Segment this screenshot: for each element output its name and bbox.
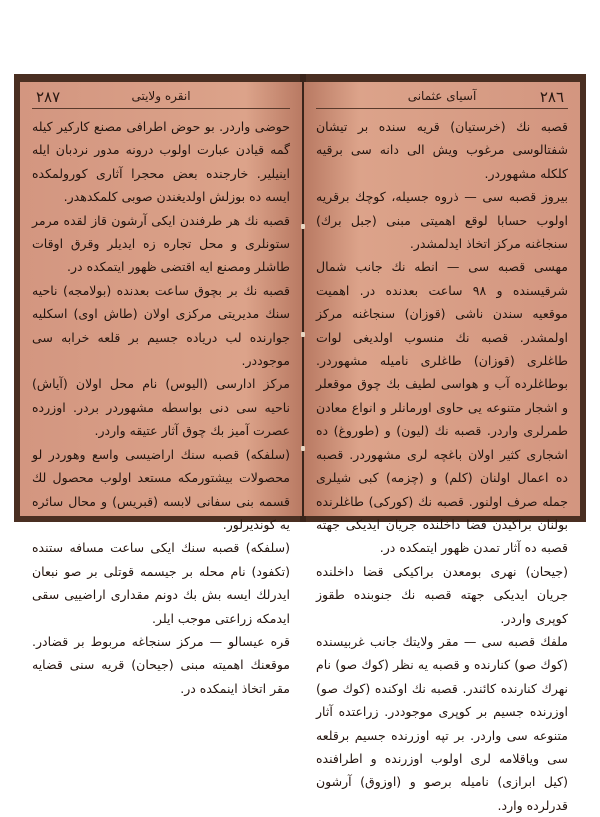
paragraph: (سلفکه) قصبه سنك ایکی ساعت مسافه ستنده (تکفود) نام محله بر جیسمه قوتلی بر صو نبعان ایدرلك ایسه بش بك دونم مقداری اراضییی سقی ایدمکه زراعتی موجب ایلر. — [32, 540, 290, 626]
right-page-header — [316, 86, 568, 109]
left-page-header — [32, 86, 290, 109]
paragraph: بیروز قصبه سی — ذروه جسیله، کوچك برقریه اولوب حسابا لوقع اهمیتی مبنی (جبل برك) سنجاغنه مرکز اتخاذ ایدلمشدر. — [316, 189, 568, 252]
open-book — [14, 74, 586, 813]
right-page-body — [316, 115, 568, 817]
paragraph: قصبه نك بر بچوق ساعت بعدنده (بولامجه) ناحیه سنك مدیریتی مرکزی اولان (طاش اوی) اسکلیه جوارنده لب دریاده جسیم بر قلعه خرابه سی موجوددر. — [32, 282, 290, 369]
paragraph: قصبه نك (خرستیان) قریه سنده بر تیشان شفتالوسی مرغوب ویش الی دانه سی برقیه کلکله مشهوردر. — [316, 119, 568, 181]
paragraph: (جیحان) نهری بومعدن براکیکی قضا داخلنده جریان ایدیکی جهته قصبه نك جنوبنده طقوز کوپری واردر. — [316, 563, 568, 626]
binding-thread — [301, 224, 305, 229]
right-page-number: ۲۸٦ — [539, 88, 564, 106]
paragraph: (سلفکه) قصبه سنك اراضیسی واسع وهوردر لو محصولات بیشتورمکه مستعد اولوب محصول لك قسمه بنی سفانی لابسه (قبریس) و محال سائره یه کوندیرلور. — [32, 446, 290, 532]
binding-thread — [301, 332, 305, 337]
left-page — [20, 82, 302, 696]
binding-thread — [301, 446, 305, 451]
right-page — [304, 82, 580, 813]
paragraph: قصبه نك هر طرفندن ایکی آرشون قاز لقده مرمر ستونلری و محل تجاره زه ایدیلر وقرق اوقات طاشلر ومصنع ایه اقتضی ظهور ایتمکده در. — [32, 212, 290, 275]
left-page-number: ۲۸۷ — [36, 88, 61, 106]
left-running-title: انقره ولایتی — [131, 89, 191, 103]
left-page-body — [32, 115, 290, 700]
paragraph: قره عیسالو — مرکز سنجاغه مربوط بر قضادر. موقعنك اهمیته مبنی (جیحان) قریه سنی قضایه مقر اتخاذ اینمکده در. — [32, 633, 290, 696]
right-running-title: آسیای عثمانی — [407, 89, 477, 103]
paragraph: مرکز ادارسی (الیوس) نام محل اولان (آیاش) ناحیه سی دنی بواسطه مشهوردر بردر. اوزرده عصرت آمیز بك چوق آثار عتیقه واردر. — [32, 376, 290, 439]
paragraph: حوضی واردر. بو حوض اطرافی مصنع کارکیر کیله گمه قیادن عبارت اولوب درونه مدور نردبان ایله اینیلیر. خارجنده بعض محجرا آثاری کورولمکده ایسه ده بوزلش اولدیغندن صوبی کلمکدهدر. — [32, 119, 290, 205]
paragraph: ملفك قصبه سی — مقر ولایتك جانب غربیسنده (کوك صو) کنارنده و قصبه یه نظر (کوك صو) نام نهرك کنارنده کائندر. قصبه نك اوکنده (کوك صو) اوزرنده جسیم بر کوپری موجوددر. زراعتده آثار متنوعه سی واردر. بر تپه اوزرنده جسیم برقلعه سی ویاقلامه لری اولوب اوزرنده و اطرافنده (کیل ابرازی) نامیله برصو و (اوزوق) آرشون قدرلرده وارد. — [316, 633, 568, 813]
paragraph: مهسی قصبه سی — انطه نك جانب شمال شرقیسنده و ۹۸ ساعت بعدنده در. اهمیت موقعیه سندن ناشی (قوزان) سنجاغنه مرکز اولمشدر. قصبه نك منسوب اولدیغی لوات طاغلری (قوزان) طاغلری نامیله مشهوردر. بوطاغلرده آب و هواسی لطیف بك چوق موقعلر و اشجار متنوعه یی حاوی اورمانلر و انواع معادن طمرلری واردر. قصبه نك (لیون) و (طوروغ) ده اشجاری کثیر اولان باغچه لری مشهوردر. قصبه ده اعمال اولنان (کلم) و (چزمه) کبی شیلری جمله صرف اولنور. قصبه نك (کورکی) طاغلرنده بولنان براکیدن قضا داخلنده جریان ایدیکی جهته قصبه ده آثار تمدن ظهور ایتمکده در. — [316, 259, 568, 556]
